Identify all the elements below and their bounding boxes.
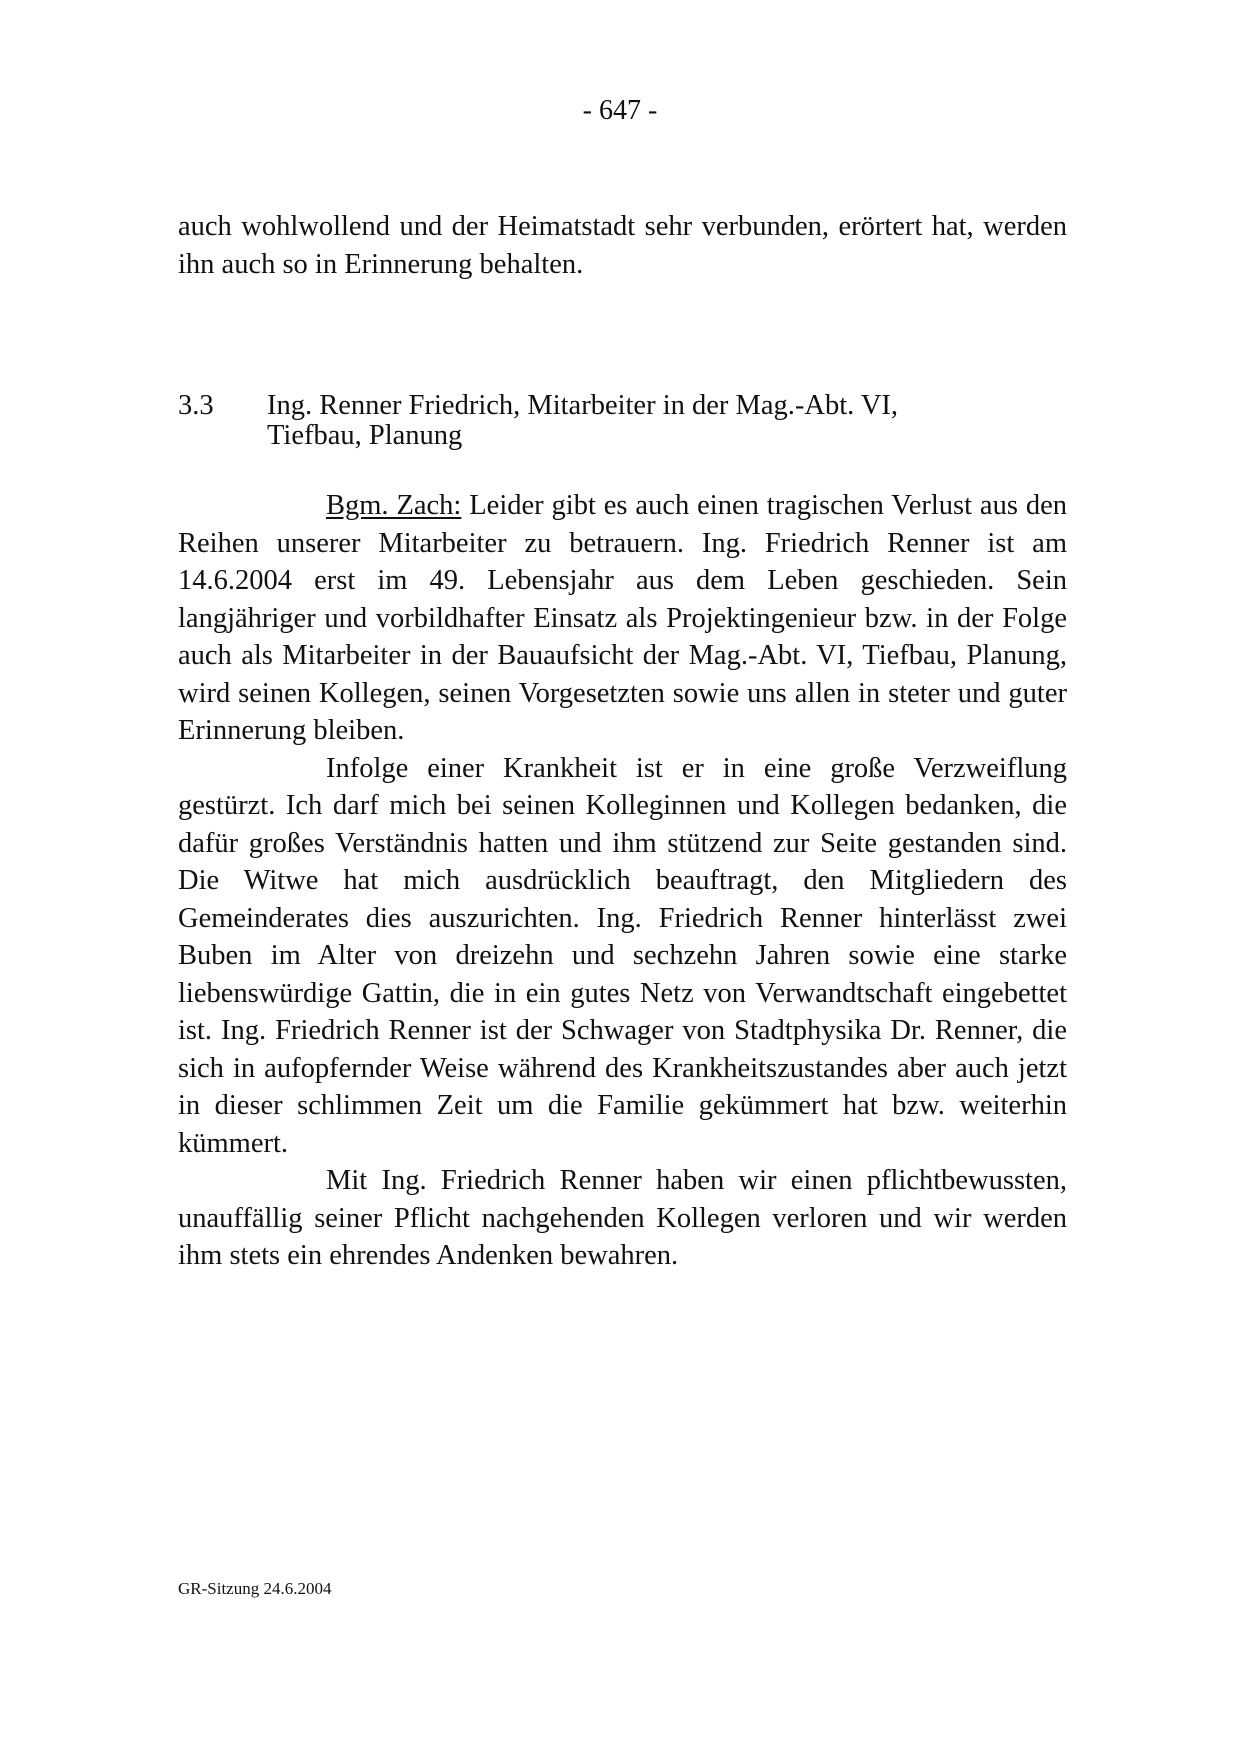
section-title-line-1: Ing. Renner Friedrich, Mitarbeiter in der Mag.-Abt. VI, [267,390,899,421]
speech-body [178,487,1067,1275]
speaker-label: Bgm. Zach: [326,490,462,521]
speech-paragraph-2: Infolge einer Krankheit ist er in eine große Verzweiflung gestürzt. Ich darf mich bei seinen Kolleginnen und Kollegen bedanken, die dafür großes Verständnis hatten und ihm stützend zur Seite gestanden sind. Die Witwe hat mich ausdrücklich beauftragt, den Mitgliedern des Gemeinderates dies auszurichten. Ing. Friedrich Renner hinterlässt zwei Buben im Alter von dreizehn und sechzehn Jahren sowie eine starke liebenswürdige Gattin, die in ein gutes Netz von Verwandtschaft eingebettet ist. Ing. Friedrich Renner ist der Schwager von Stadtphysika Dr. Renner, die sich in aufopfernder Weise während des Krankheitszustandes aber auch jetzt in dieser schlimmen Zeit um die Familie gekümmert hat bzw. weiterhin kümmert. [178,752,1067,1159]
intro-paragraph: auch wohlwollend und der Heimatstadt sehr verbunden, erörtert hat, werden ihn auch so in Erinnerung behalten. [178,211,1067,280]
section-title [267,391,1027,451]
speech-paragraph-3: Mit Ing. Friedrich Renner haben wir einen pflichtbewussten, unauffällig seiner Pflicht nachgehenden Kollegen verloren und wir werden ihm stets ein ehrendes Andenken bewahren. [178,1165,1067,1271]
section-number: 3.3 [178,390,214,421]
section-title-line-2: Tiefbau, Planung [267,420,463,451]
speech-paragraph-1 [178,487,1067,750]
speech-paragraph-1-text: Leider gibt es auch einen tragischen Verlust aus den Reihen unserer Mitarbeiter zu betrauern. Ing. Friedrich Renner ist am 14.6.2004 erst im 49. Lebensjahr aus dem Leben geschieden. Sein langjähriger und vorbildhafter Einsatz als Projektingenieur bzw. in der Folge auch als Mitarbeiter in der Bauaufsicht der Mag.-Abt. VI, Tiefbau, Planung, wird seinen Kollegen, seinen Vorgesetzten sowie uns allen in steter und guter Erinnerung bleiben. [178,490,1067,746]
footer-session-date: GR-Sitzung 24.6.2004 [178,1579,332,1598]
page-number: - 647 - [582,95,658,126]
